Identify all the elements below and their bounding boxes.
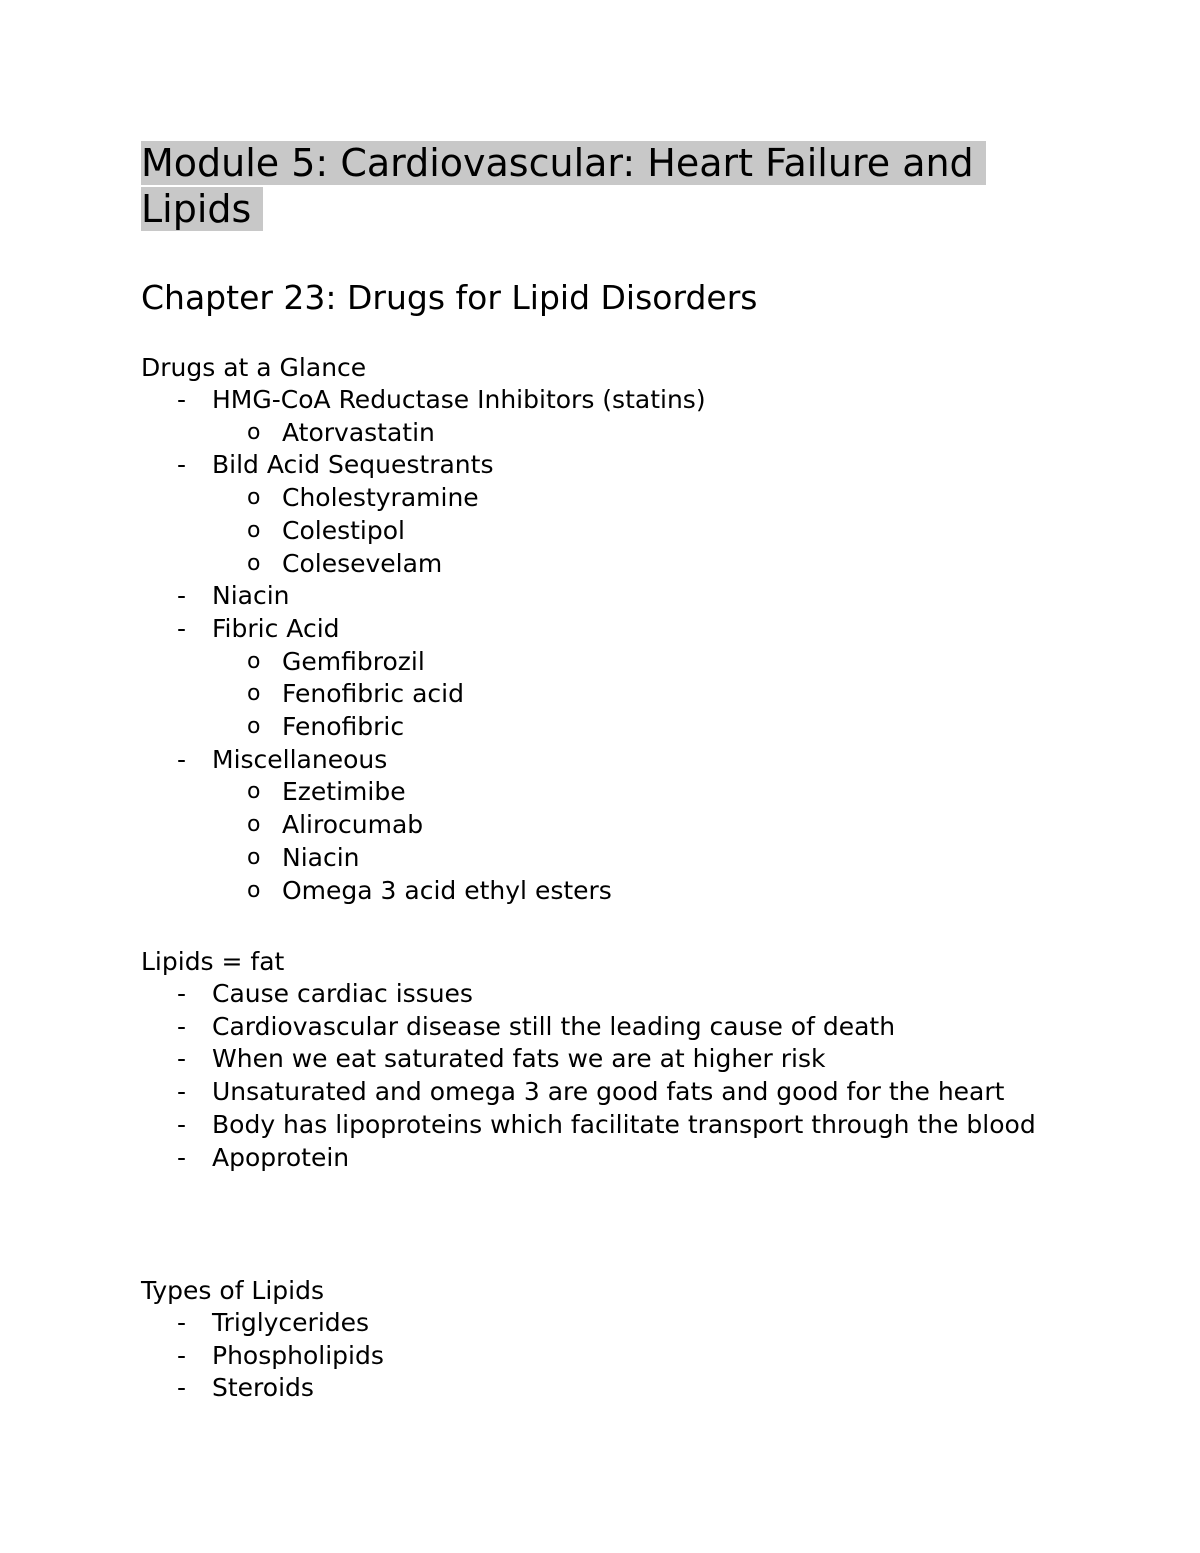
list-item: [141, 978, 1041, 1011]
drug-name: Niacin: [282, 842, 360, 872]
drug-name: Colesevelam: [282, 548, 443, 578]
bullet-dash: -: [177, 1109, 187, 1139]
fact-text: When we eat saturated fats we are at higher risk: [212, 1044, 826, 1074]
sub-bullet-row: [141, 776, 1041, 809]
drug-name: Omega 3 acid ethyl esters: [282, 875, 612, 905]
fact-text: Cause cardiac issues: [212, 979, 473, 1008]
module-title: [141, 140, 1021, 232]
list-item: [141, 548, 1041, 581]
list-item: [141, 809, 1041, 842]
drug-class-label: Fibric Acid: [212, 613, 340, 643]
bullet-dash: -: [177, 385, 187, 414]
bullet-row: [141, 978, 1041, 1011]
sub-bullet-row: [141, 842, 1041, 875]
list-item: [141, 875, 1041, 908]
list-item: [141, 417, 1041, 450]
fact-text: Cardiovascular disease still the leading cause of death: [212, 1011, 896, 1041]
drug-name: Colestipol: [282, 515, 405, 545]
fact-text: Unsaturated and omega 3 are good fats and good for the heart: [212, 1077, 1005, 1107]
sub-bullet-row: [141, 678, 1041, 711]
drugs-at-a-glance-section: [141, 351, 1041, 907]
sub-bullet-circle: o: [247, 485, 261, 511]
bullet-dash: -: [177, 1308, 187, 1337]
drug-name: Ezetimibe: [282, 777, 406, 807]
fact-text: Apoprotein: [212, 1142, 350, 1172]
sub-bullet-row: [141, 515, 1041, 548]
list-item: [141, 1307, 1041, 1340]
bullet-dash: -: [177, 1340, 187, 1370]
bullet-dash: -: [177, 1077, 187, 1107]
bullet-row: [141, 1340, 1041, 1373]
drug-name: Fenofibric: [282, 712, 405, 742]
drug-sublist: [141, 482, 1041, 580]
list-item: [141, 1076, 1041, 1109]
lipid-type: Triglycerides: [212, 1308, 370, 1337]
bullet-dash: -: [177, 450, 187, 480]
list-item: [141, 711, 1041, 744]
section-heading-lipids-fat: Lipids = fat: [141, 947, 285, 976]
fact-text: Body has lipoproteins which facilitate transport through the blood: [212, 1109, 1036, 1139]
bullet-dash: -: [177, 979, 187, 1008]
list-item: [141, 842, 1041, 875]
drug-name: Gemfibrozil: [282, 646, 425, 676]
drug-class-label: Niacin: [212, 581, 290, 611]
sub-bullet-circle: o: [247, 648, 261, 674]
bullet-row: [141, 449, 1041, 482]
drug-class-label: Miscellaneous: [212, 744, 388, 774]
bullet-row: [141, 1142, 1041, 1175]
sub-bullet-row: [141, 417, 1041, 450]
drug-name: Atorvastatin: [282, 417, 435, 447]
bullet-row: [141, 1307, 1041, 1340]
sub-bullet-circle: o: [247, 812, 261, 838]
bullet-row: [141, 1076, 1041, 1109]
sub-bullet-row: [141, 809, 1041, 842]
sub-bullet-circle: o: [247, 877, 261, 903]
types-of-lipids-section: [141, 1274, 1041, 1405]
lipid-type-list: [141, 1307, 1041, 1405]
sub-bullet-row: [141, 482, 1041, 515]
bullet-row: [141, 1043, 1041, 1076]
list-item: [141, 384, 1041, 449]
lipids-fat-section: [141, 945, 1041, 1174]
bullet-dash: -: [177, 1142, 187, 1172]
bullet-row: [141, 1109, 1041, 1142]
list-item: [141, 776, 1041, 809]
drug-class-label: Bild Acid Sequestrants: [212, 450, 494, 480]
list-item: [141, 449, 1041, 580]
bullet-dash: -: [177, 1373, 187, 1403]
sub-bullet-circle: o: [247, 681, 261, 707]
list-item: [141, 1109, 1041, 1142]
bullet-row: [141, 613, 1041, 646]
drug-name: Fenofibric acid: [282, 679, 464, 709]
sub-bullet-circle: o: [247, 779, 261, 805]
list-item: [141, 1011, 1041, 1044]
sub-bullet-circle: o: [247, 714, 261, 740]
list-item: [141, 1372, 1041, 1405]
list-item: [141, 1043, 1041, 1076]
list-item: [141, 678, 1041, 711]
drug-sublist: [141, 417, 1041, 450]
list-item: [141, 482, 1041, 515]
lipid-type: Phospholipids: [212, 1340, 384, 1370]
bullet-row: [141, 384, 1041, 417]
sub-bullet-row: [141, 548, 1041, 581]
bullet-dash: -: [177, 744, 187, 774]
bullet-row: [141, 1011, 1041, 1044]
list-item: [141, 1142, 1041, 1175]
list-item: [141, 744, 1041, 908]
bullet-dash: -: [177, 1044, 187, 1074]
lipids-fact-list: [141, 978, 1041, 1174]
sub-bullet-row: [141, 875, 1041, 908]
drug-sublist: [141, 776, 1041, 907]
module-title-text: Module 5: Cardiovascular: Heart Failure and Lipids: [141, 141, 986, 231]
lipid-type: Steroids: [212, 1373, 314, 1403]
drug-class-list: [141, 384, 1041, 907]
section-heading-types-of-lipids: Types of Lipids: [141, 1276, 325, 1305]
drug-name: Cholestyramine: [282, 483, 479, 513]
sub-bullet-circle: o: [247, 844, 261, 870]
sub-bullet-row: [141, 646, 1041, 679]
sub-bullet-circle: o: [247, 550, 261, 576]
bullet-dash: -: [177, 581, 187, 611]
sub-bullet-circle: o: [247, 517, 261, 543]
drug-name: Alirocumab: [282, 810, 424, 840]
list-item: [141, 515, 1041, 548]
bullet-dash: -: [177, 1011, 187, 1041]
bullet-dash: -: [177, 613, 187, 643]
section-heading-drugs-at-a-glance: Drugs at a Glance: [141, 353, 367, 382]
sub-bullet-row: [141, 711, 1041, 744]
list-item: [141, 1340, 1041, 1373]
list-item: [141, 613, 1041, 744]
drug-class-label: HMG-CoA Reductase Inhibitors (statins): [212, 385, 706, 414]
chapter-title: Chapter 23: Drugs for Lipid Disorders: [141, 278, 758, 317]
drug-sublist: [141, 646, 1041, 744]
list-item: [141, 646, 1041, 679]
bullet-row: [141, 744, 1041, 777]
bullet-row: [141, 1372, 1041, 1405]
bullet-row: [141, 580, 1041, 613]
list-item: [141, 580, 1041, 613]
sub-bullet-circle: o: [247, 419, 261, 445]
